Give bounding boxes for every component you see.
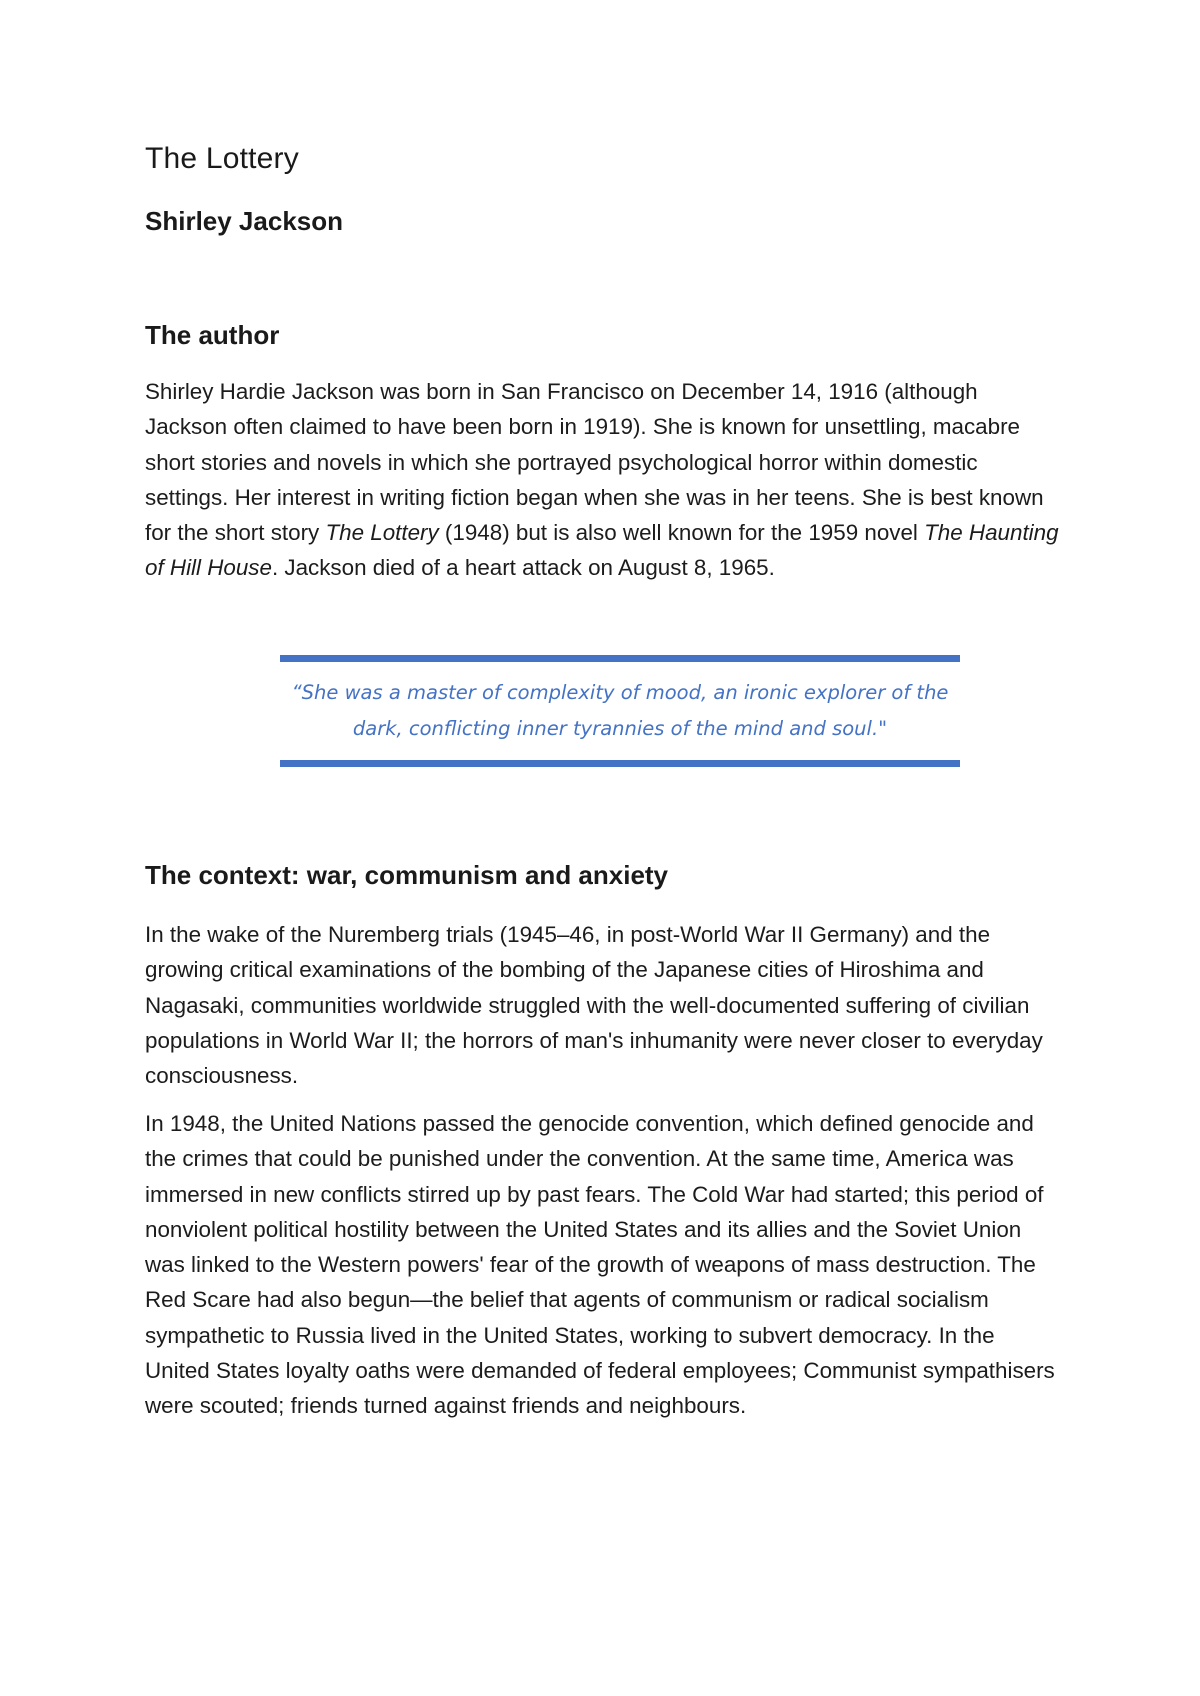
context-paragraph-1: In the wake of the Nuremberg trials (1945–46, in post-World War II Germany) and the growing critical examinations of the bombing of the Japanese cities of Hiroshima and Nagasaki, communities worldwide struggled with the well-documented suffering of civilian populations in World War II; the horrors of man's inhumanity were never closer to everyday consciousness. <box>145 922 1043 1089</box>
context-paragraph-2: In 1948, the United Nations passed the genocide convention, which defined genocide and the crimes that could be punished under the convention. At the same time, America was immersed in new conflicts stirred up by past fears. The Cold War had started; this period of nonviolent political hostility between the United States and its allies and the Soviet Union was linked to the Western powers' fear of the growth of weapons of mass destruction. The Red Scare had also begun—the belief that agents of communism or radical socialism sympathetic to Russia lived in the United States, working to subvert democracy. In the United States loyalty oaths were demanded of federal employees; Communist sympathisers were scouted; friends turned against friends and neighbours. <box>145 1111 1055 1419</box>
story-title-italic: The Lottery <box>325 520 439 546</box>
novel-title-italic: The Haunting of Hill House <box>145 520 1059 581</box>
pull-quote-text: “She was a master of complexity of mood, an ironic explorer of the dark, conflicting inner tyrannies of the mind and soul." <box>291 681 949 740</box>
author-paragraph-text-2: (1948) but is also well known for the 1959 novel <box>438 520 925 546</box>
author-paragraph-text-3: . Jackson died of a heart attack on August 8, 1965. <box>271 555 775 581</box>
section-heading-author: The author <box>145 320 280 350</box>
document-title: The Lottery <box>145 142 299 175</box>
author-paragraph-text-1: Shirley Hardie Jackson was born in San Francisco on December 14, 1916 (although Jackson often claimed to have been born in 1919). She is known for unsettling, macabre short stories and novels in which she portrayed psychological horror within domestic settings. Her interest in writing fiction began when she was in her teens. She is best known for the short story <box>145 379 1044 546</box>
document-author: Shirley Jackson <box>145 206 343 236</box>
author-paragraph <box>145 374 1065 586</box>
section-heading-context: The context: war, communism and anxiety <box>145 860 669 890</box>
pull-quote <box>280 655 960 767</box>
